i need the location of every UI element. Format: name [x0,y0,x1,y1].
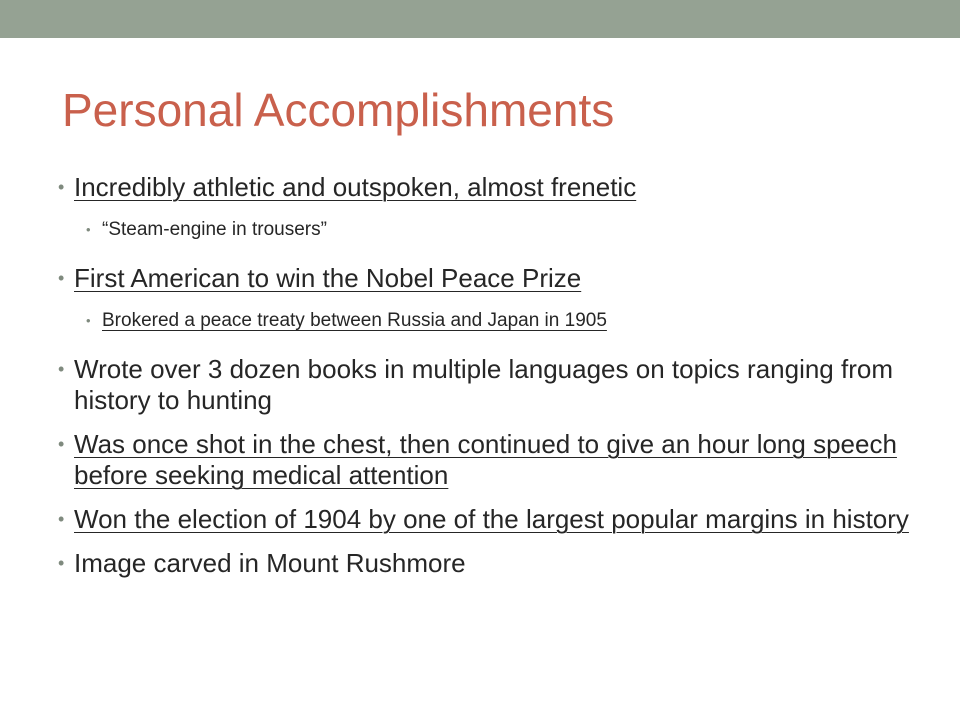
sub-bullet-peace-treaty [84,309,916,333]
bullet-text: Wrote over 3 dozen books in multiple languages on topics ranging from history to hunting [74,354,893,415]
bullet-dot: • [58,177,65,197]
bullet-text: Incredibly athletic and outspoken, almost frenetic [74,172,637,202]
bullet-athletic [56,172,916,203]
bullet-text: Image carved in Mount Rushmore [74,548,466,578]
bullet-text: Was once shot in the chest, then continued to give an hour long speech before seeking medical attention [74,429,897,490]
bullet-dot: • [58,553,65,573]
bullet-text: Brokered a peace treaty between Russia and Japan in 1905 [102,310,607,331]
bullet-books [56,354,916,416]
bullet-election-1904 [56,504,916,535]
bullet-text: “Steam-engine in trousers” [102,219,327,240]
bullet-nobel-prize [56,263,916,294]
bullet-dot: • [58,359,65,379]
bullet-dot: • [86,313,91,328]
slide-title: Personal Accomplishments [62,84,615,136]
top-accent-bar [0,0,960,38]
bullet-dot: • [58,509,65,529]
bullet-text: Won the election of 1904 by one of the largest popular margins in history [74,504,909,534]
bullet-mount-rushmore [56,548,916,579]
bullet-dot: • [58,268,65,288]
bullet-dot: • [58,434,65,454]
bullet-shot-speech [56,429,916,491]
bullet-dot: • [86,222,91,237]
sub-bullet-steam-engine [84,218,916,242]
bullet-text: First American to win the Nobel Peace Prize [74,263,582,293]
bullet-list [56,172,916,579]
